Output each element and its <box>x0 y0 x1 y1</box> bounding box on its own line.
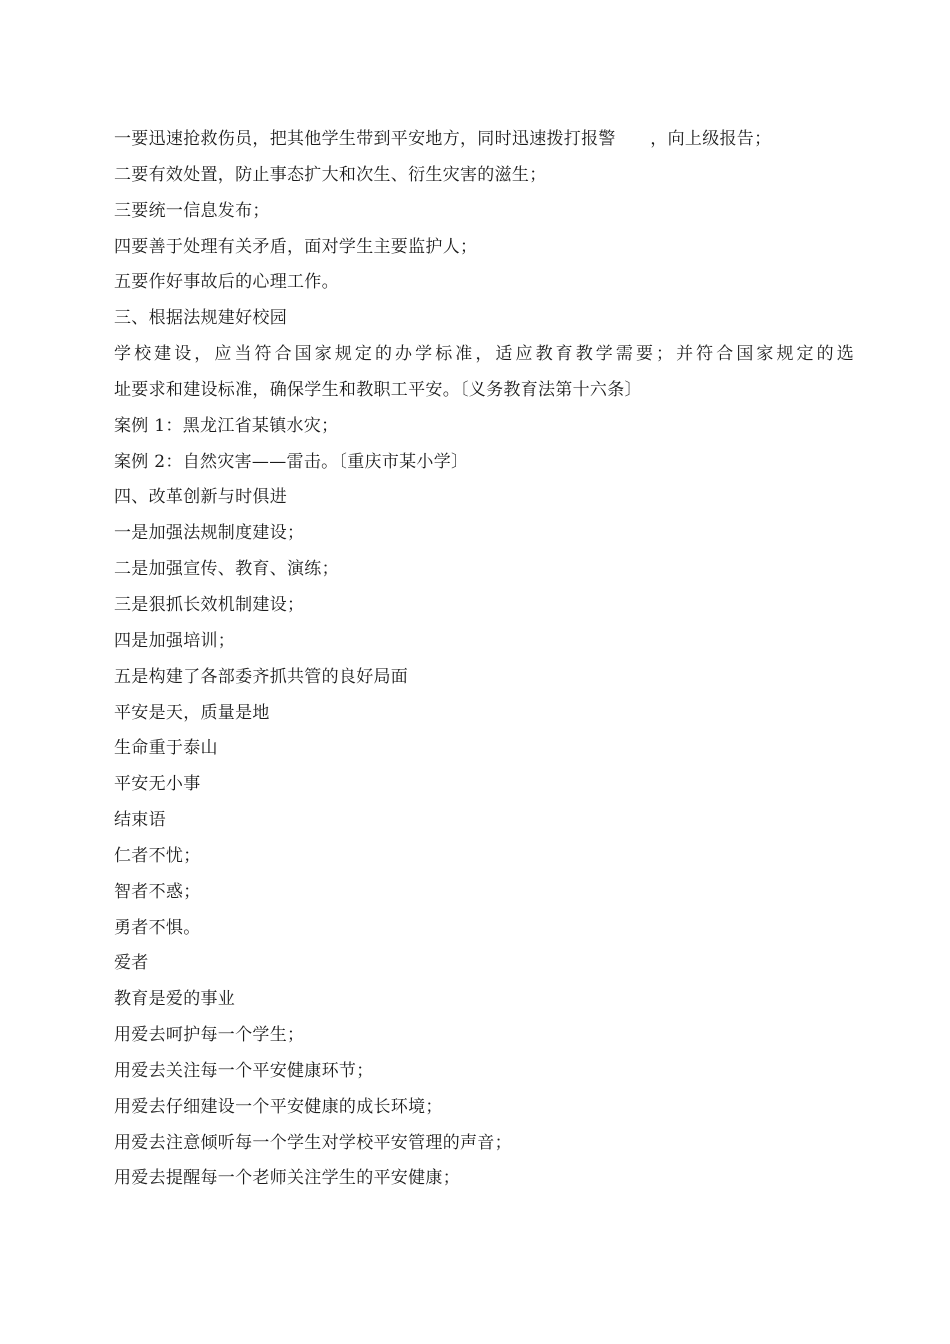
text-line-26: 用爱去呵护每一个学生； <box>114 1025 305 1046</box>
text-line-15: 四是加强培训； <box>114 630 236 651</box>
text-line-28: 用爱去仔细建设一个平安健康的成长环境； <box>114 1096 443 1117</box>
section-heading-4: 四、改革创新与时俱进 <box>114 487 287 508</box>
text-line-12: 一是加强法规制度建设； <box>114 523 305 544</box>
text-line-22: 智者不惑； <box>114 881 201 902</box>
text-line-13: 二是加强宣传、教育、演练； <box>114 559 339 580</box>
text-line-29: 用爱去注意倾听每一个学生对学校平安管理的声音； <box>114 1132 512 1153</box>
text-line-14: 三是狠抓长效机制建设； <box>114 594 305 615</box>
text-line-2: 二要有效处置，防止事态扩大和次生、衍生灾害的滋生； <box>114 164 547 185</box>
closing-heading: 结束语 <box>114 810 166 831</box>
text-line-18: 生命重于泰山 <box>114 738 218 759</box>
text-line-7: 学校建设，应当符合国家规定的办学标准，适应教育教学需要；并符合国家规定的选 <box>114 344 854 365</box>
text-line-24: 爱者 <box>114 953 149 974</box>
text-line-23: 勇者不惧。 <box>114 917 201 938</box>
text-line-30: 用爱去提醒每一个老师关注学生的平安健康； <box>114 1168 460 1189</box>
case-line-2: 案例 2：自然灾害——雷击。〔重庆市某小学〕 <box>114 451 469 472</box>
text-line-8: 址要求和建设标准，确保学生和教职工平安。〔义务教育法第十六条〕 <box>114 379 642 400</box>
text-line-1: 一要迅速抢救伤员，把其他学生带到平安地方，同时迅速拨打报警 ，向上级报告； <box>114 129 772 149</box>
text-line-5: 五要作好事故后的心理工作。 <box>114 272 339 293</box>
case-line-1: 案例 1：黑龙江省某镇水灾； <box>114 415 339 436</box>
text-line-4: 四要善于处理有关矛盾，面对学生主要监护人； <box>114 236 478 257</box>
text-line-17: 平安是天，质量是地 <box>114 702 270 723</box>
text-line-25: 教育是爱的事业 <box>114 989 236 1010</box>
text-line-21: 仁者不忧； <box>114 845 201 866</box>
text-line-3: 三要统一信息发布； <box>114 200 270 221</box>
text-line-16: 五是构建了各部委齐抓共管的良好局面 <box>114 666 409 687</box>
text-line-27: 用爱去关注每一个平安健康环节； <box>114 1060 374 1081</box>
section-heading-3: 三、根据法规建好校园 <box>114 308 287 329</box>
text-line-19: 平安无小事 <box>114 774 201 795</box>
document-body <box>114 122 854 1197</box>
